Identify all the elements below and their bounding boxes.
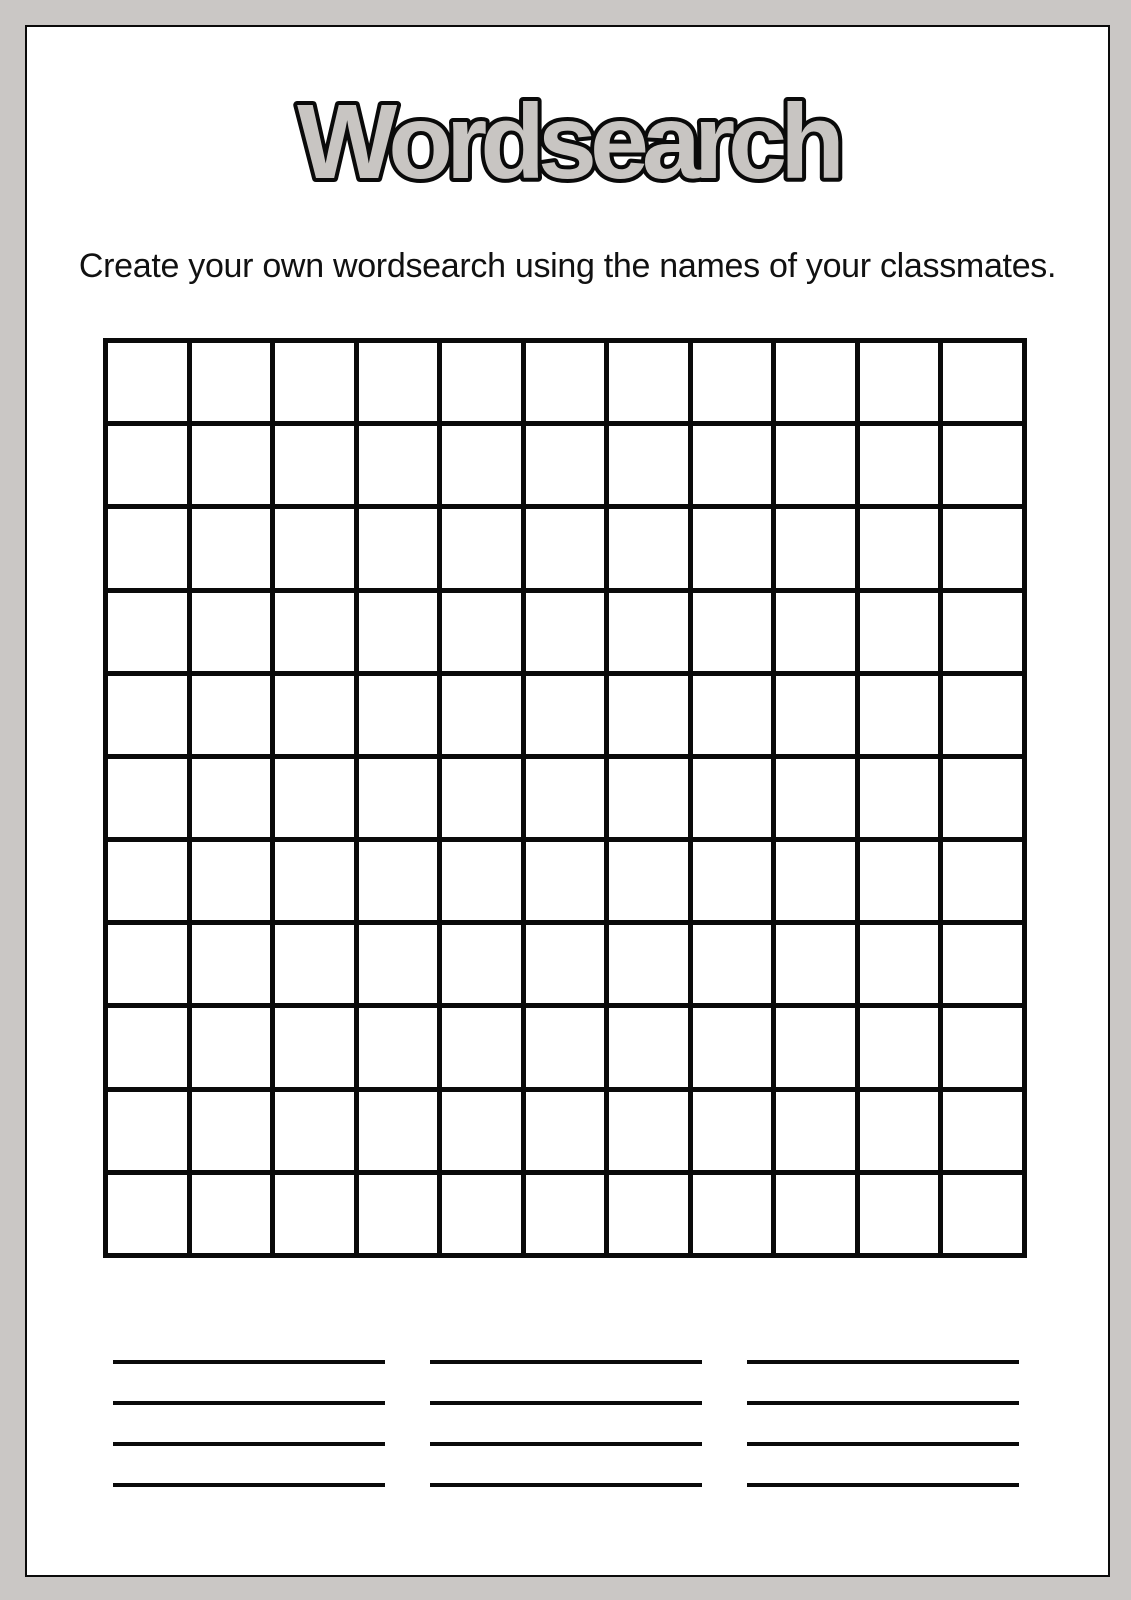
grid-cell[interactable] xyxy=(609,593,693,676)
grid-cell[interactable] xyxy=(108,759,192,842)
grid-cell[interactable] xyxy=(359,925,443,1008)
grid-cell[interactable] xyxy=(192,593,276,676)
grid-cell[interactable] xyxy=(693,509,777,592)
grid-cell[interactable] xyxy=(860,676,944,759)
answer-line[interactable] xyxy=(430,1483,702,1487)
instruction-text: Create your own wordsearch using the names of your classmates. xyxy=(78,247,1057,285)
grid-cell[interactable] xyxy=(359,1175,443,1258)
grid-cell[interactable] xyxy=(860,1008,944,1091)
grid-cell[interactable] xyxy=(609,1092,693,1175)
grid-cell[interactable] xyxy=(693,593,777,676)
grid-cell[interactable] xyxy=(609,925,693,1008)
grid-cell[interactable] xyxy=(108,676,192,759)
grid-cell[interactable] xyxy=(275,676,359,759)
grid-cell[interactable] xyxy=(442,426,526,509)
grid-cell[interactable] xyxy=(693,1092,777,1175)
answer-line[interactable] xyxy=(113,1401,385,1405)
grid-cell[interactable] xyxy=(693,842,777,925)
answer-line[interactable] xyxy=(430,1360,702,1364)
grid-cell[interactable] xyxy=(776,1008,860,1091)
grid-cell[interactable] xyxy=(860,426,944,509)
grid-cell[interactable] xyxy=(108,925,192,1008)
grid-cell[interactable] xyxy=(275,842,359,925)
grid-cell[interactable] xyxy=(192,1175,276,1258)
grid-cell[interactable] xyxy=(776,426,860,509)
grid-cell[interactable] xyxy=(275,1008,359,1091)
grid-cell[interactable] xyxy=(776,1092,860,1175)
grid-cell[interactable] xyxy=(108,842,192,925)
answer-lines-section xyxy=(113,1360,1019,1487)
title-text: Wordsearch xyxy=(297,83,838,201)
grid-cell[interactable] xyxy=(860,593,944,676)
grid-cell[interactable] xyxy=(442,343,526,426)
grid-cell[interactable] xyxy=(860,842,944,925)
grid-cell[interactable] xyxy=(943,593,1027,676)
grid-cell[interactable] xyxy=(860,1175,944,1258)
grid-cell[interactable] xyxy=(108,1008,192,1091)
grid-cell[interactable] xyxy=(943,426,1027,509)
grid-cell[interactable] xyxy=(776,1175,860,1258)
grid-cell[interactable] xyxy=(693,343,777,426)
grid-cell[interactable] xyxy=(776,842,860,925)
grid-cell[interactable] xyxy=(526,343,610,426)
grid-cell[interactable] xyxy=(526,759,610,842)
grid-cell[interactable] xyxy=(860,509,944,592)
grid-cell[interactable] xyxy=(108,1175,192,1258)
answer-line-column xyxy=(113,1360,385,1487)
grid-cell[interactable] xyxy=(776,343,860,426)
grid-cell[interactable] xyxy=(192,676,276,759)
grid-cell[interactable] xyxy=(108,426,192,509)
worksheet-title xyxy=(27,65,1108,215)
grid-cell[interactable] xyxy=(526,593,610,676)
grid-cell[interactable] xyxy=(526,1175,610,1258)
grid-cell[interactable] xyxy=(192,842,276,925)
answer-line-column xyxy=(747,1360,1019,1487)
grid-cell[interactable] xyxy=(609,842,693,925)
answer-line[interactable] xyxy=(747,1483,1019,1487)
grid-cell[interactable] xyxy=(359,593,443,676)
grid-cell[interactable] xyxy=(526,676,610,759)
grid-cell[interactable] xyxy=(192,509,276,592)
grid-cell[interactable] xyxy=(275,509,359,592)
grid-cell[interactable] xyxy=(943,925,1027,1008)
grid-cell[interactable] xyxy=(442,1175,526,1258)
grid-cell[interactable] xyxy=(693,759,777,842)
grid-cell[interactable] xyxy=(693,1175,777,1258)
grid-cell[interactable] xyxy=(609,759,693,842)
grid-cell[interactable] xyxy=(275,1175,359,1258)
grid-cell[interactable] xyxy=(943,1008,1027,1091)
grid-cell[interactable] xyxy=(693,925,777,1008)
grid-cell[interactable] xyxy=(526,1008,610,1091)
answer-line[interactable] xyxy=(747,1360,1019,1364)
grid-cell[interactable] xyxy=(609,1008,693,1091)
answer-line[interactable] xyxy=(113,1360,385,1364)
grid-cell[interactable] xyxy=(860,343,944,426)
grid-cell[interactable] xyxy=(108,1092,192,1175)
grid-cell[interactable] xyxy=(192,343,276,426)
grid-cell[interactable] xyxy=(943,676,1027,759)
grid-cell[interactable] xyxy=(275,343,359,426)
grid-cell[interactable] xyxy=(192,1092,276,1175)
answer-line[interactable] xyxy=(747,1442,1019,1446)
grid-cell[interactable] xyxy=(609,426,693,509)
grid-cell[interactable] xyxy=(693,1008,777,1091)
grid-cell[interactable] xyxy=(442,1092,526,1175)
grid-cell[interactable] xyxy=(359,343,443,426)
answer-line[interactable] xyxy=(747,1401,1019,1405)
grid-cell[interactable] xyxy=(943,759,1027,842)
grid-cell[interactable] xyxy=(860,1092,944,1175)
grid-cell[interactable] xyxy=(693,676,777,759)
grid-cell[interactable] xyxy=(943,343,1027,426)
answer-line[interactable] xyxy=(430,1442,702,1446)
grid-cell[interactable] xyxy=(359,1092,443,1175)
grid-cell[interactable] xyxy=(609,676,693,759)
grid-cell[interactable] xyxy=(776,925,860,1008)
grid-cell[interactable] xyxy=(442,1008,526,1091)
grid-cell[interactable] xyxy=(192,925,276,1008)
grid-cell[interactable] xyxy=(693,426,777,509)
grid-cell[interactable] xyxy=(275,426,359,509)
grid-cell[interactable] xyxy=(192,759,276,842)
grid-cell[interactable] xyxy=(108,509,192,592)
answer-line[interactable] xyxy=(113,1483,385,1487)
grid-cell[interactable] xyxy=(359,509,443,592)
grid-cell[interactable] xyxy=(359,1008,443,1091)
grid-cell[interactable] xyxy=(943,1175,1027,1258)
grid-cell[interactable] xyxy=(359,676,443,759)
grid-cell[interactable] xyxy=(609,509,693,592)
grid-cell[interactable] xyxy=(526,509,610,592)
grid-cell[interactable] xyxy=(943,842,1027,925)
grid-cell[interactable] xyxy=(609,1175,693,1258)
grid-cell[interactable] xyxy=(442,759,526,842)
grid-cell[interactable] xyxy=(943,1092,1027,1175)
answer-line-column xyxy=(430,1360,702,1487)
wordsearch-grid xyxy=(103,338,1027,1258)
grid-cell[interactable] xyxy=(776,759,860,842)
grid-cell[interactable] xyxy=(359,842,443,925)
grid-cell[interactable] xyxy=(860,759,944,842)
grid-cell[interactable] xyxy=(442,593,526,676)
grid-cell[interactable] xyxy=(943,509,1027,592)
grid-cell[interactable] xyxy=(526,1092,610,1175)
answer-line[interactable] xyxy=(113,1442,385,1446)
grid-cell[interactable] xyxy=(442,842,526,925)
grid-cell[interactable] xyxy=(275,759,359,842)
grid-cell[interactable] xyxy=(442,925,526,1008)
grid-cell[interactable] xyxy=(526,925,610,1008)
grid-cell[interactable] xyxy=(108,343,192,426)
grid-cell[interactable] xyxy=(526,426,610,509)
grid-cell[interactable] xyxy=(275,1092,359,1175)
grid-cell[interactable] xyxy=(776,593,860,676)
grid-cell[interactable] xyxy=(609,343,693,426)
grid-cell[interactable] xyxy=(359,759,443,842)
grid-cell[interactable] xyxy=(860,925,944,1008)
grid-cell[interactable] xyxy=(108,593,192,676)
grid-cell[interactable] xyxy=(192,426,276,509)
grid-cell[interactable] xyxy=(776,509,860,592)
grid-cell[interactable] xyxy=(275,925,359,1008)
grid-cell[interactable] xyxy=(192,1008,276,1091)
grid-cell[interactable] xyxy=(776,676,860,759)
grid-cell[interactable] xyxy=(359,426,443,509)
worksheet-page xyxy=(25,25,1110,1577)
answer-line[interactable] xyxy=(430,1401,702,1405)
grid-cell[interactable] xyxy=(275,593,359,676)
grid-cell[interactable] xyxy=(442,676,526,759)
grid-cell[interactable] xyxy=(442,509,526,592)
grid-cell[interactable] xyxy=(526,842,610,925)
